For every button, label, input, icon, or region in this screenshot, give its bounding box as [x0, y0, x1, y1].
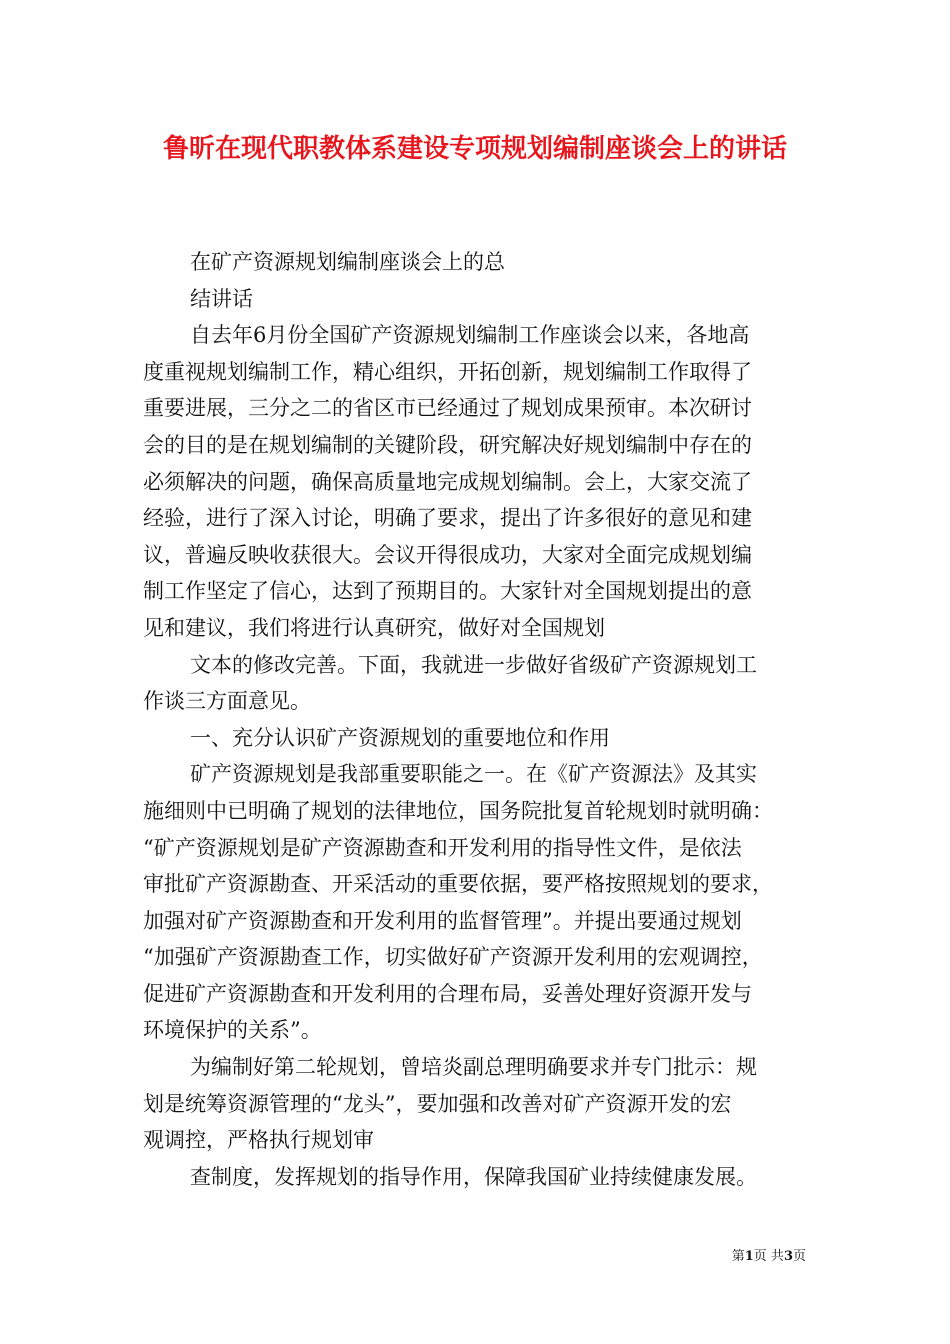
text-line: “矿产资源规划是矿产资源勘查和开发利用的指导性文件，是依法 [143, 835, 742, 860]
footer-page-number: 1 [744, 1249, 754, 1264]
text-line: 施细则中已明确了规划的法律地位，国务院批复首轮规划时就明确： [143, 798, 773, 823]
text-line: 自去年6月份全国矿产资源规划编制工作座谈会以来，各地高 [190, 323, 750, 348]
text-line: 经验，进行了深入讨论，明确了要求，提出了许多很好的意见和建 [143, 506, 752, 531]
text-line: “加强矿产资源勘查工作，切实做好矿产资源开发利用的宏观调控， [143, 945, 763, 970]
text-line: 见和建议，我们将进行认真研究，做好对全国规划 [143, 615, 605, 640]
footer-prefix: 第 [731, 1249, 745, 1264]
text-line: 划是统筹资源管理的“龙头”，要加强和改善对矿产资源开发的宏 [143, 1091, 732, 1116]
text-line: 作谈三方面意见。 [143, 689, 311, 714]
text-line: 会的目的是在规划编制的关键阶段，研究解决好规划编制中存在的 [143, 432, 752, 457]
text-line: 加强对矿产资源勘查和开发利用的监督管理”。并提出要通过规划 [143, 908, 742, 933]
text-line: 制工作坚定了信心，达到了预期目的。大家针对全国规划提出的意 [143, 579, 752, 604]
text-line: 矿产资源规划是我部重要职能之一。在《矿产资源法》及其实 [190, 762, 757, 787]
text-line: 观调控，严格执行规划审 [143, 1128, 374, 1153]
text-line: 为编制好第二轮规划，曾培炎副总理明确要求并专门批示：规 [190, 1055, 757, 1080]
text-line: 促进矿产资源勘查和开发利用的合理布局，妥善处理好资源开发与 [143, 981, 752, 1006]
text-line: 审批矿产资源勘查、开采活动的重要依据，要严格按照规划的要求， [143, 872, 773, 897]
text-line: 结讲话 [190, 286, 253, 311]
text-line: 重要进展，三分之二的省区市已经通过了规划成果预审。本次研讨 [143, 396, 752, 421]
text-line: 在矿产资源规划编制座谈会上的总 [190, 250, 505, 274]
text-line: 必须解决的问题，确保高质量地完成规划编制。会上，大家交流了 [143, 469, 752, 494]
text-line: 查制度，发挥规划的指导作用，保障我国矿业持续健康发展。 [190, 1164, 757, 1189]
page-title: 鲁昕在现代职教体系建设专项规划编制座谈会上的讲话 [162, 134, 787, 164]
footer-middle: 页 共 [753, 1249, 784, 1264]
footer-suffix: 页 [792, 1249, 806, 1264]
text-line: 环境保护的关系”。 [143, 1018, 322, 1043]
footer-total-pages: 3 [783, 1249, 793, 1264]
text-line: 度重视规划编制工作，精心组织，开拓创新，规划编制工作取得了 [143, 359, 752, 384]
text-line: 议，普遍反映收获很大。会议开得很成功，大家对全面完成规划编 [143, 542, 752, 567]
text-line: 一、充分认识矿产资源规划的重要地位和作用 [190, 725, 610, 750]
text-line: 文本的修改完善。下面，我就进一步做好省级矿产资源规划工 [190, 652, 757, 677]
document-body [143, 244, 811, 1195]
page-footer [732, 1248, 806, 1266]
